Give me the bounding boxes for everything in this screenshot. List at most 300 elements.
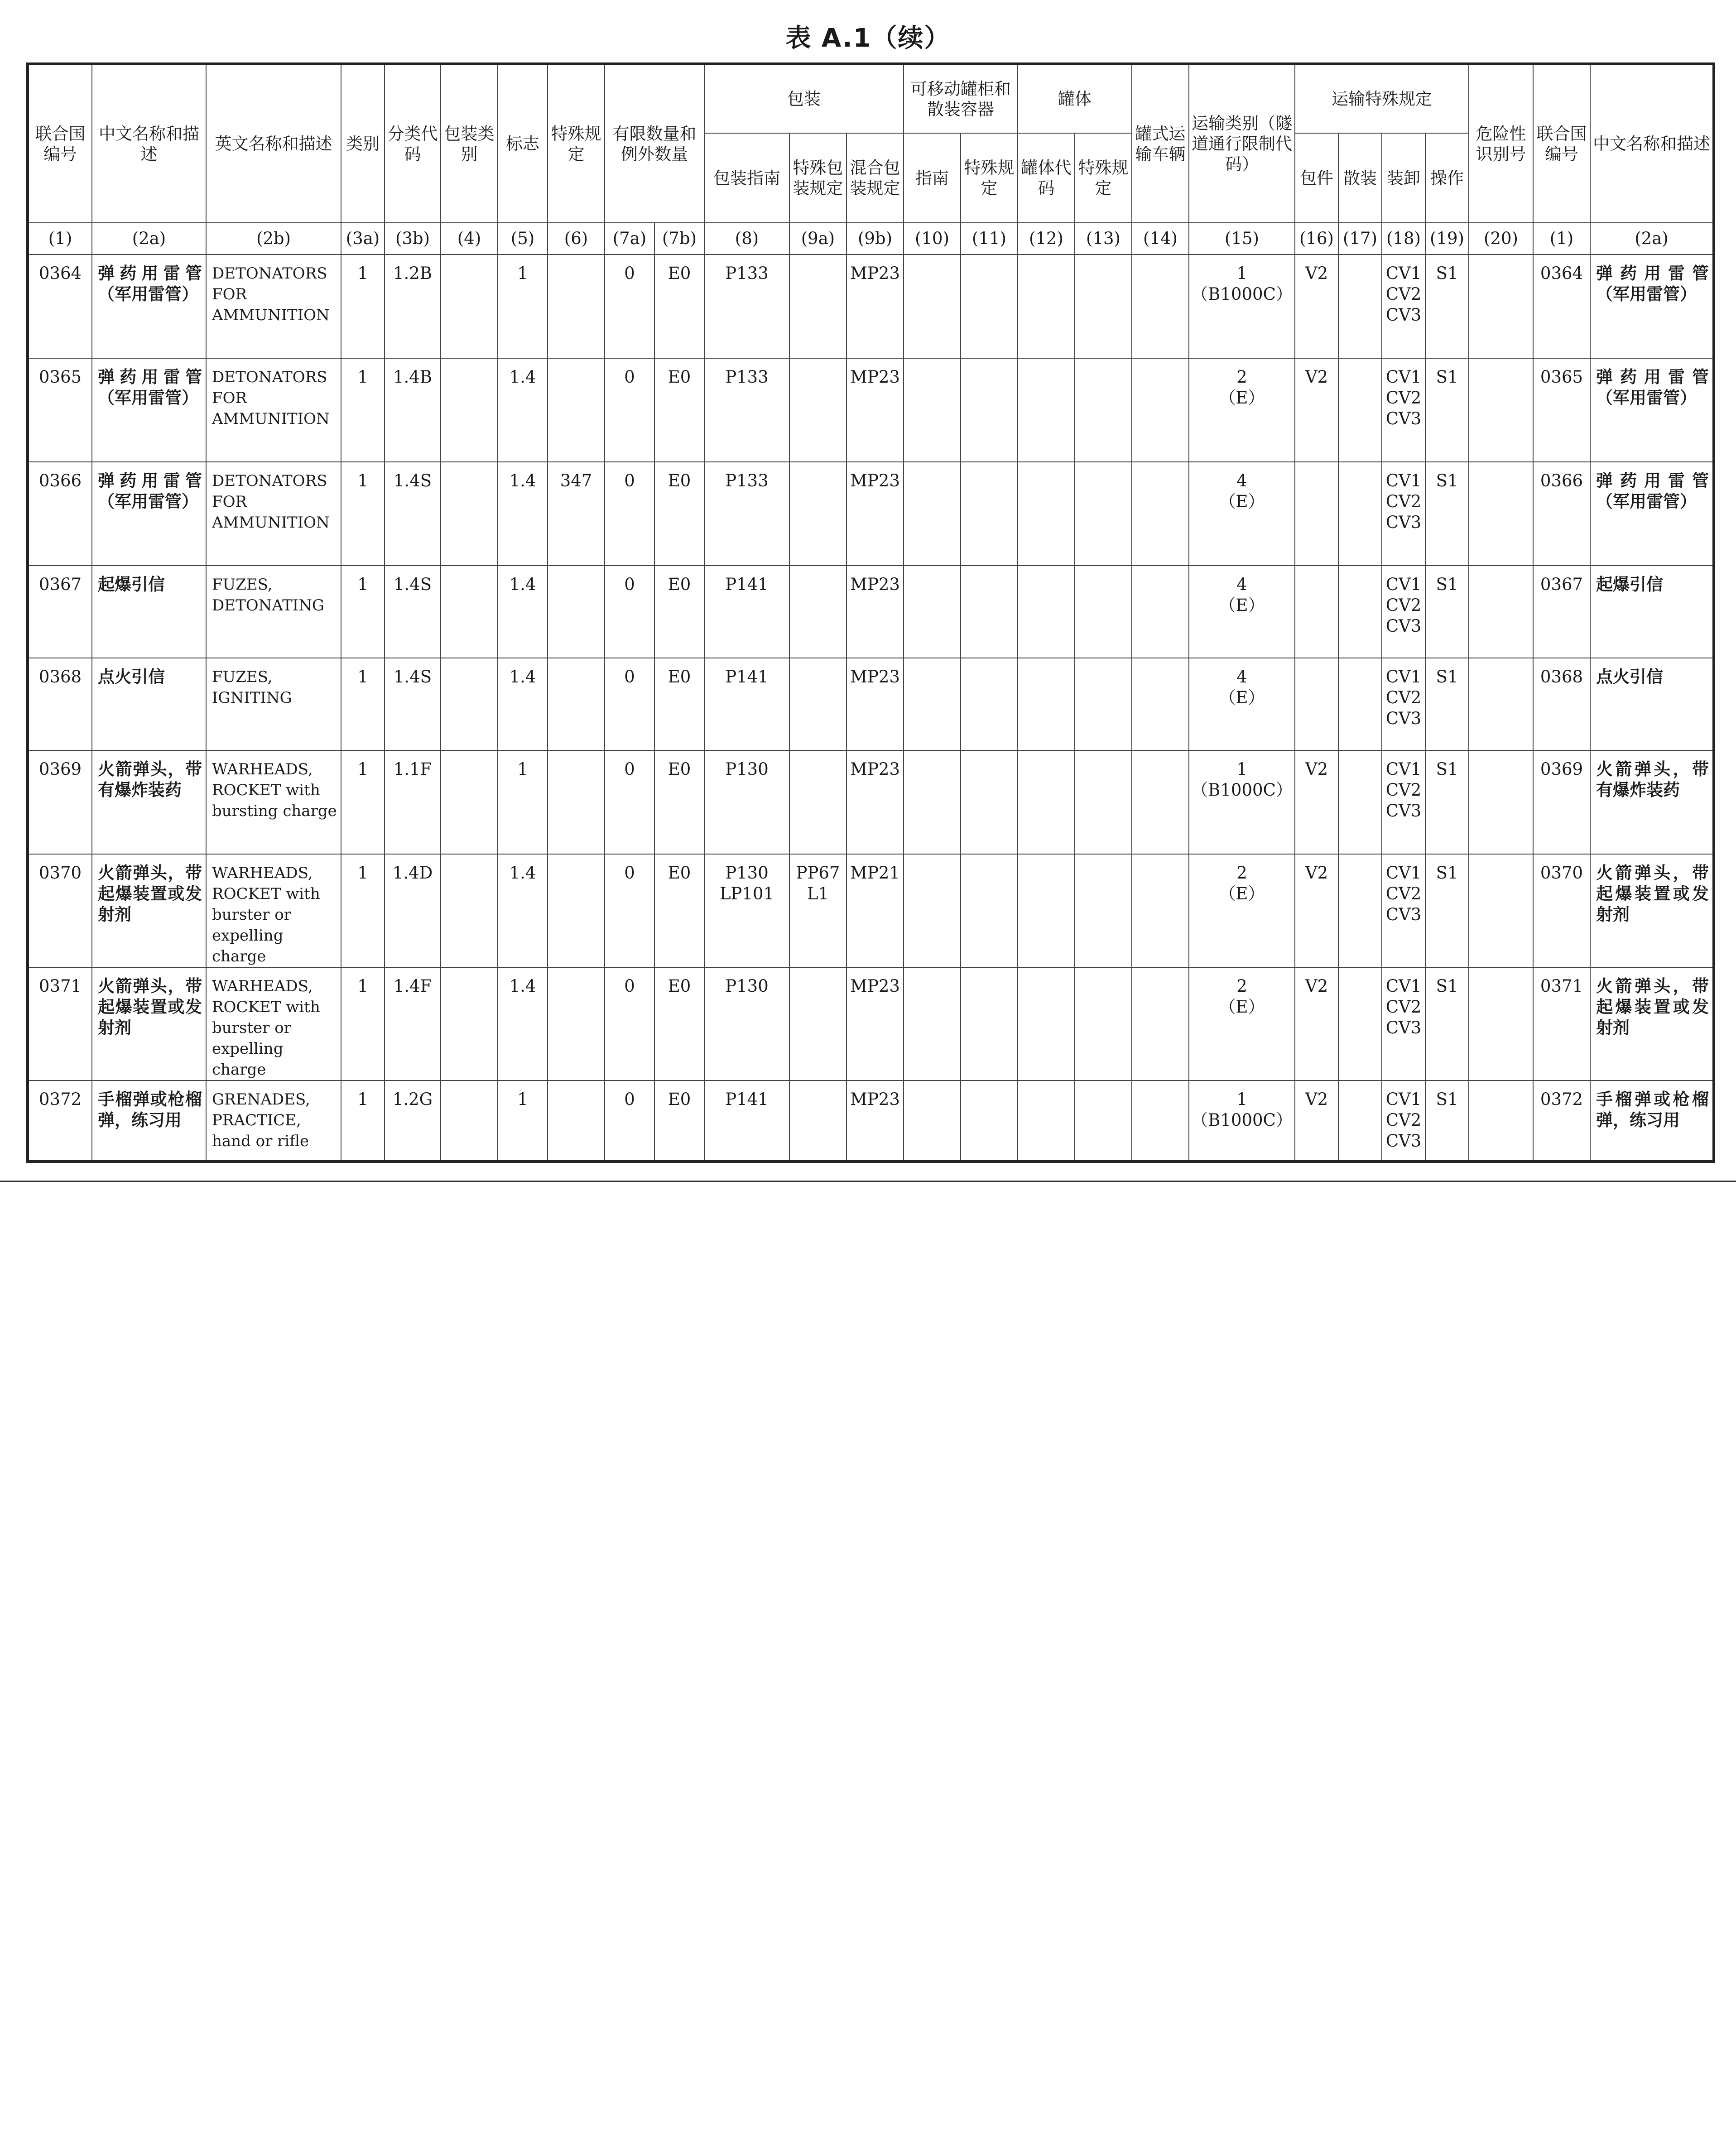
transport-category-cell	[1189, 854, 1295, 967]
table-row	[28, 566, 1714, 658]
cn-name-cell: 火箭弹头，带起爆装置或发射剂	[92, 854, 206, 967]
pack-instruction-cell	[704, 658, 789, 750]
special-packing-cell	[789, 566, 846, 658]
en-name-cell-line: WARHEADS,	[212, 864, 313, 882]
header-hazard-id: 危险性识别号	[1469, 64, 1533, 223]
en-name-cell-line: AMMUNITION	[212, 514, 330, 532]
tank-special-prov-cell	[1075, 566, 1132, 658]
en-name-cell-line: WARHEADS,	[212, 977, 313, 995]
packages-cell: V2	[1295, 854, 1338, 967]
pack-group-cell	[441, 658, 498, 750]
en-name-cell-line: bursting charge	[212, 802, 337, 820]
class-code-cell: 1.4S	[385, 462, 441, 566]
loading-cell-line: CV2	[1385, 884, 1422, 903]
en-name-cell	[206, 658, 341, 750]
header-bulk: 散装	[1338, 133, 1382, 223]
class-cell: 1	[341, 658, 385, 750]
cn-name-cell: 起爆引信	[92, 566, 206, 658]
tank-code-cell	[1018, 967, 1075, 1080]
cn-name-repeat-cell: 弹药用雷管（军用雷管）	[1590, 358, 1714, 462]
tank-special-prov-cell	[1075, 854, 1132, 967]
special-packing-cell	[789, 358, 846, 462]
en-name-cell	[206, 358, 341, 462]
class-code-cell: 1.4S	[385, 658, 441, 750]
column-number-cell: (2a)	[92, 223, 206, 254]
en-name-cell-line: DETONATORS	[212, 368, 327, 386]
transport-category-cell-line: 1	[1236, 1090, 1247, 1109]
operation-cell: S1	[1425, 967, 1469, 1080]
special-provision-cell	[548, 967, 605, 1080]
special-packing-cell	[789, 854, 846, 967]
bulk-cell	[1338, 358, 1382, 462]
tank-special-cell	[961, 1080, 1018, 1162]
column-number-cell: (20)	[1469, 223, 1533, 254]
header-tank-special: 特殊规定	[1075, 133, 1132, 223]
loading-cell-line: CV2	[1385, 388, 1422, 408]
header-cn-name: 中文名称和描述	[92, 64, 206, 223]
column-number-cell: (18)	[1382, 223, 1425, 254]
column-number-cell: (17)	[1338, 223, 1382, 254]
en-name-cell-line: FUZES,	[212, 576, 273, 594]
class-cell: 1	[341, 750, 385, 854]
column-number-cell: (13)	[1075, 223, 1132, 254]
bulk-cell	[1338, 1080, 1382, 1162]
loading-cell	[1382, 254, 1425, 358]
operation-cell: S1	[1425, 462, 1469, 566]
header-operation: 操作	[1425, 133, 1469, 223]
special-provision-cell	[548, 750, 605, 854]
tank-special-cell	[961, 967, 1018, 1080]
loading-cell-line: CV2	[1385, 780, 1422, 800]
pack-instruction-cell-line: LP101	[719, 884, 774, 903]
un-number-cell: 0366	[28, 462, 92, 566]
dangerous-goods-table	[26, 62, 1715, 1163]
header-tank-instructions: 指南	[904, 133, 961, 223]
loading-cell-line: CV2	[1385, 1110, 1422, 1130]
en-name-cell-line: DETONATING	[212, 596, 325, 615]
tank-special-cell	[961, 854, 1018, 967]
transport-category-cell-line: （E）	[1219, 388, 1265, 408]
header-tank: 罐体	[1018, 64, 1132, 133]
tank-vehicle-cell	[1132, 566, 1189, 658]
operation-cell: S1	[1425, 254, 1469, 358]
header-cn-name-repeat: 中文名称和描述	[1590, 64, 1714, 223]
column-number-cell: (3a)	[341, 223, 385, 254]
pack-group-cell	[441, 566, 498, 658]
column-number-cell: (3b)	[385, 223, 441, 254]
pack-instruction-cell-line: P130	[725, 976, 769, 996]
loading-cell-line: CV3	[1385, 616, 1422, 636]
tank-code-cell	[1018, 750, 1075, 854]
hazard-id-cell	[1469, 658, 1533, 750]
label-cell: 1.4	[498, 854, 548, 967]
tank-instruction-cell	[904, 462, 961, 566]
header-transport-category: 运输类别（隧道通行限制代码）	[1189, 64, 1295, 223]
pack-instruction-cell	[704, 462, 789, 566]
packages-cell: V2	[1295, 750, 1338, 854]
limited-qty-cell: 0	[605, 254, 654, 358]
special-provision-cell: 347	[548, 462, 605, 566]
limited-qty-cell: 0	[605, 750, 654, 854]
bulk-cell	[1338, 658, 1382, 750]
column-number-cell: (7a)	[605, 223, 654, 254]
hazard-id-cell	[1469, 1080, 1533, 1162]
cn-name-cell: 手榴弹或枪榴弹，练习用	[92, 1080, 206, 1162]
header-portable-tank: 可移动罐柜和散装容器	[904, 64, 1018, 133]
packages-cell: V2	[1295, 358, 1338, 462]
bulk-cell	[1338, 566, 1382, 658]
transport-category-cell-line: 1	[1236, 264, 1247, 283]
column-number-cell: (1)	[1533, 223, 1590, 254]
column-number-cell: (2a)	[1590, 223, 1714, 254]
tank-instruction-cell	[904, 854, 961, 967]
header-tank-code: 罐体代码	[1018, 133, 1075, 223]
pack-instruction-cell	[704, 358, 789, 462]
loading-cell-line: CV2	[1385, 284, 1422, 304]
cn-name-cell: 弹药用雷管（军用雷管）	[92, 254, 206, 358]
page-rule	[0, 1181, 1736, 1182]
loading-cell-line: CV3	[1385, 513, 1422, 532]
loading-cell	[1382, 854, 1425, 967]
en-name-cell-line: IGNITING	[212, 689, 292, 707]
column-number-row	[28, 223, 1714, 254]
column-number-cell: (9b)	[846, 223, 904, 254]
special-packing-cell	[789, 658, 846, 750]
un-number-cell: 0371	[28, 967, 92, 1080]
column-number-cell: (5)	[498, 223, 548, 254]
tank-code-cell	[1018, 462, 1075, 566]
column-number-cell: (1)	[28, 223, 92, 254]
pack-instruction-cell-line: P133	[725, 264, 769, 283]
pack-instruction-cell	[704, 566, 789, 658]
header-special-packing: 特殊包装规定	[789, 133, 846, 223]
en-name-cell	[206, 462, 341, 566]
en-name-cell-line: burster or	[212, 1019, 291, 1037]
loading-cell	[1382, 1080, 1425, 1162]
transport-category-cell-line: 4	[1236, 575, 1247, 594]
class-code-cell: 1.1F	[385, 750, 441, 854]
mixed-packing-cell: MP23	[846, 254, 904, 358]
tank-code-cell	[1018, 566, 1075, 658]
class-code-cell: 1.4F	[385, 967, 441, 1080]
bulk-cell	[1338, 967, 1382, 1080]
loading-cell	[1382, 658, 1425, 750]
tank-special-cell	[961, 254, 1018, 358]
header-loading: 装卸	[1382, 133, 1425, 223]
un-number-repeat-cell: 0369	[1533, 750, 1590, 854]
table-row	[28, 358, 1714, 462]
tank-special-cell	[961, 658, 1018, 750]
tank-code-cell	[1018, 1080, 1075, 1162]
cn-name-repeat-cell: 火箭弹头，带起爆装置或发射剂	[1590, 967, 1714, 1080]
loading-cell-line: CV3	[1385, 1018, 1422, 1037]
transport-category-cell-line: （B1000C）	[1191, 1110, 1293, 1130]
pack-group-cell	[441, 750, 498, 854]
packages-cell	[1295, 462, 1338, 566]
tank-instruction-cell	[904, 658, 961, 750]
table-row	[28, 462, 1714, 566]
cn-name-cell: 火箭弹头，带起爆装置或发射剂	[92, 967, 206, 1080]
mixed-packing-cell: MP23	[846, 750, 904, 854]
limited-qty-cell: 0	[605, 462, 654, 566]
tank-special-cell	[961, 462, 1018, 566]
tank-instruction-cell	[904, 1080, 961, 1162]
table-row	[28, 750, 1714, 854]
pack-instruction-cell-line: P141	[725, 575, 769, 594]
loading-cell-line: CV3	[1385, 905, 1422, 924]
class-code-cell: 1.4B	[385, 358, 441, 462]
en-name-cell-line: DETONATORS	[212, 472, 327, 490]
packages-cell: V2	[1295, 967, 1338, 1080]
excepted-qty-cell: E0	[654, 658, 704, 750]
transport-category-cell-line: （E）	[1219, 595, 1265, 615]
loading-cell-line: CV3	[1385, 305, 1422, 325]
excepted-qty-cell: E0	[654, 254, 704, 358]
tank-instruction-cell	[904, 967, 961, 1080]
en-name-cell-line: FUZES,	[212, 668, 273, 686]
tank-special-prov-cell	[1075, 254, 1132, 358]
en-name-cell-line: burster or	[212, 906, 291, 924]
loading-cell-line: CV3	[1385, 1131, 1422, 1151]
header-tank-special-provisions: 特殊规定	[961, 133, 1018, 223]
excepted-qty-cell: E0	[654, 358, 704, 462]
excepted-qty-cell: E0	[654, 462, 704, 566]
excepted-qty-cell: E0	[654, 967, 704, 1080]
limited-qty-cell: 0	[605, 967, 654, 1080]
header-limited-quantity: 有限数量和例外数量	[605, 64, 704, 223]
transport-category-cell	[1189, 254, 1295, 358]
mixed-packing-cell: MP23	[846, 658, 904, 750]
header-class: 类别	[341, 64, 385, 223]
tank-vehicle-cell	[1132, 254, 1189, 358]
header-packages: 包件	[1295, 133, 1338, 223]
column-number-cell: (12)	[1018, 223, 1075, 254]
tank-code-cell	[1018, 358, 1075, 462]
loading-cell-line: CV1	[1385, 367, 1422, 387]
special-provision-cell	[548, 658, 605, 750]
tank-instruction-cell	[904, 254, 961, 358]
special-packing-cell	[789, 967, 846, 1080]
en-name-cell-line: DETONATORS	[212, 264, 327, 283]
pack-group-cell	[441, 854, 498, 967]
tank-vehicle-cell	[1132, 1080, 1189, 1162]
header-transport-special: 运输特殊规定	[1295, 64, 1469, 133]
pack-instruction-cell-line: P130	[725, 759, 769, 779]
en-name-cell	[206, 967, 341, 1080]
class-cell: 1	[341, 854, 385, 967]
bulk-cell	[1338, 750, 1382, 854]
un-number-cell: 0370	[28, 854, 92, 967]
cn-name-repeat-cell: 弹药用雷管（军用雷管）	[1590, 462, 1714, 566]
special-packing-cell	[789, 1080, 846, 1162]
hazard-id-cell	[1469, 254, 1533, 358]
excepted-qty-cell: E0	[654, 854, 704, 967]
label-cell: 1	[498, 750, 548, 854]
cn-name-repeat-cell: 手榴弹或枪榴弹，练习用	[1590, 1080, 1714, 1162]
class-code-cell: 1.4D	[385, 854, 441, 967]
un-number-cell: 0372	[28, 1080, 92, 1162]
en-name-cell-line: AMMUNITION	[212, 410, 330, 428]
table-row	[28, 854, 1714, 967]
tank-vehicle-cell	[1132, 358, 1189, 462]
table-row	[28, 254, 1714, 358]
mixed-packing-cell: MP23	[846, 462, 904, 566]
transport-category-cell	[1189, 566, 1295, 658]
un-number-repeat-cell: 0371	[1533, 967, 1590, 1080]
class-cell: 1	[341, 967, 385, 1080]
tank-special-prov-cell	[1075, 658, 1132, 750]
header-pack-instruction: 包装指南	[704, 133, 789, 223]
excepted-qty-cell: E0	[654, 566, 704, 658]
transport-category-cell	[1189, 1080, 1295, 1162]
mixed-packing-cell: MP23	[846, 566, 904, 658]
label-cell: 1	[498, 254, 548, 358]
un-number-cell: 0364	[28, 254, 92, 358]
limited-qty-cell: 0	[605, 358, 654, 462]
pack-instruction-cell	[704, 854, 789, 967]
en-name-cell-line: PRACTICE,	[212, 1111, 301, 1129]
label-cell: 1.4	[498, 967, 548, 1080]
pack-instruction-cell-line: P141	[725, 667, 769, 687]
special-packing-cell	[789, 254, 846, 358]
loading-cell-line: CV1	[1385, 1090, 1422, 1109]
loading-cell	[1382, 967, 1425, 1080]
transport-category-cell-line: 2	[1236, 976, 1247, 996]
column-number-cell: (11)	[961, 223, 1018, 254]
tank-vehicle-cell	[1132, 462, 1189, 566]
column-number-cell: (14)	[1132, 223, 1189, 254]
special-provision-cell	[548, 254, 605, 358]
column-number-cell: (4)	[441, 223, 498, 254]
header-tank-vehicle: 罐式运输车辆	[1132, 64, 1189, 223]
header-mixed-packing: 混合包装规定	[846, 133, 904, 223]
transport-category-cell-line: （E）	[1219, 492, 1265, 511]
header-class-code: 分类代码	[385, 64, 441, 223]
limited-qty-cell: 0	[605, 658, 654, 750]
transport-category-cell	[1189, 967, 1295, 1080]
en-name-cell-line: ROCKET with	[212, 998, 320, 1016]
un-number-cell: 0368	[28, 658, 92, 750]
un-number-repeat-cell: 0365	[1533, 358, 1590, 462]
transport-category-cell-line: 4	[1236, 471, 1247, 490]
table-row	[28, 658, 1714, 750]
loading-cell-line: CV1	[1385, 575, 1422, 594]
un-number-repeat-cell: 0367	[1533, 566, 1590, 658]
loading-cell-line: CV1	[1385, 863, 1422, 883]
un-number-repeat-cell: 0364	[1533, 254, 1590, 358]
transport-category-cell-line: （B1000C）	[1191, 284, 1293, 304]
special-packing-cell	[789, 462, 846, 566]
en-name-cell-line: WARHEADS,	[212, 760, 313, 778]
en-name-cell-line: hand or rifle	[212, 1132, 309, 1150]
tank-special-prov-cell	[1075, 967, 1132, 1080]
pack-instruction-cell-line: P133	[725, 367, 769, 387]
loading-cell-line: CV1	[1385, 759, 1422, 779]
header-un-no-repeat: 联合国编号	[1533, 64, 1590, 223]
loading-cell-line: CV3	[1385, 801, 1422, 821]
special-provision-cell	[548, 566, 605, 658]
tank-special-cell	[961, 566, 1018, 658]
pack-group-cell	[441, 358, 498, 462]
class-cell: 1	[341, 566, 385, 658]
hazard-id-cell	[1469, 967, 1533, 1080]
transport-category-cell	[1189, 358, 1295, 462]
en-name-cell-line: GRENADES,	[212, 1090, 310, 1109]
transport-category-cell	[1189, 750, 1295, 854]
cn-name-repeat-cell: 弹药用雷管（军用雷管）	[1590, 254, 1714, 358]
transport-category-cell-line: （E）	[1219, 997, 1265, 1017]
tank-special-prov-cell	[1075, 462, 1132, 566]
loading-cell-line: CV2	[1385, 492, 1422, 511]
column-number-cell: (16)	[1295, 223, 1338, 254]
hazard-id-cell	[1469, 358, 1533, 462]
tank-vehicle-cell	[1132, 750, 1189, 854]
cn-name-cell: 弹药用雷管（军用雷管）	[92, 462, 206, 566]
cn-name-repeat-cell: 火箭弹头，带有爆炸装药	[1590, 750, 1714, 854]
pack-instruction-cell	[704, 750, 789, 854]
en-name-cell-line: ROCKET with	[212, 781, 320, 799]
un-number-repeat-cell: 0366	[1533, 462, 1590, 566]
special-provision-cell	[548, 854, 605, 967]
header-pack-group: 包装类别	[441, 64, 498, 223]
table-row	[28, 1080, 1714, 1162]
label-cell: 1.4	[498, 566, 548, 658]
pack-group-cell	[441, 967, 498, 1080]
pack-group-cell	[441, 462, 498, 566]
column-number-cell: (7b)	[654, 223, 704, 254]
en-name-cell	[206, 1080, 341, 1162]
label-cell: 1.4	[498, 462, 548, 566]
special-packing-cell-line: PP67	[796, 863, 840, 883]
tank-vehicle-cell	[1132, 854, 1189, 967]
tank-instruction-cell	[904, 358, 961, 462]
label-cell: 1	[498, 1080, 548, 1162]
loading-cell-line: CV3	[1385, 409, 1422, 428]
en-name-cell-line: AMMUNITION	[212, 306, 330, 324]
loading-cell-line: CV2	[1385, 997, 1422, 1017]
loading-cell-line: CV2	[1385, 688, 1422, 707]
tank-vehicle-cell	[1132, 967, 1189, 1080]
class-cell: 1	[341, 254, 385, 358]
header-special-provisions: 特殊规定	[548, 64, 605, 223]
limited-qty-cell: 0	[605, 566, 654, 658]
header-en-name: 英文名称和描述	[206, 64, 341, 223]
mixed-packing-cell: MP23	[846, 1080, 904, 1162]
cn-name-repeat-cell: 点火引信	[1590, 658, 1714, 750]
en-name-cell-line: FOR	[212, 285, 247, 303]
en-name-cell	[206, 254, 341, 358]
en-name-cell-line: FOR	[212, 389, 247, 407]
loading-cell	[1382, 750, 1425, 854]
loading-cell-line: CV1	[1385, 667, 1422, 687]
un-number-cell: 0365	[28, 358, 92, 462]
hazard-id-cell	[1469, 462, 1533, 566]
packages-cell: V2	[1295, 1080, 1338, 1162]
loading-cell-line: CV2	[1385, 595, 1422, 615]
transport-category-cell-line: 4	[1236, 667, 1247, 687]
un-number-repeat-cell: 0370	[1533, 854, 1590, 967]
en-name-cell	[206, 566, 341, 658]
bulk-cell	[1338, 462, 1382, 566]
class-cell: 1	[341, 358, 385, 462]
operation-cell: S1	[1425, 358, 1469, 462]
transport-category-cell-line: 1	[1236, 759, 1247, 779]
class-cell: 1	[341, 1080, 385, 1162]
class-code-cell: 1.2B	[385, 254, 441, 358]
tank-special-prov-cell	[1075, 358, 1132, 462]
transport-category-cell-line: （B1000C）	[1191, 780, 1293, 800]
tank-code-cell	[1018, 658, 1075, 750]
